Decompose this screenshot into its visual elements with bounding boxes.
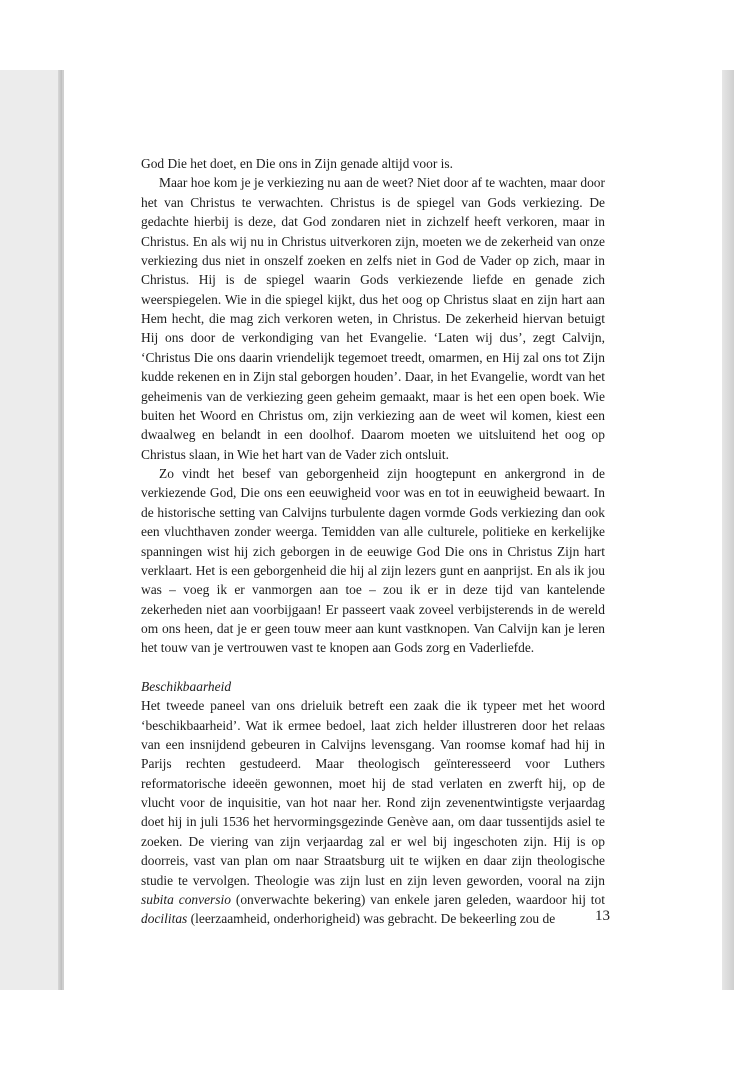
book-spine-shadow xyxy=(58,70,62,990)
paragraph-4-part-1: Het tweede paneel van ons drieluik betreft een zaak die ik typeer met het woord ‘beschikbaarheid’. Wat ik ermee bedoel, laat zich helder illustreren door het relaas van een insnijdend gebeuren in Calvijns levensgang. Van roomse komaf had hij in Parijs rechten gestudeerd. Maar theologisch geïnteresseerd voor Luthers reformatorische ideeën gewonnen, moet hij de stad verlaten en zwerft hij, op de vlucht voor de inquisitie, van hot naar her. Rond zijn zevenentwintigste verjaardag doet hij in juli 1536 het hervormingsgezinde Genève aan, om daar tussentijds asiel te zoeken. De viering van zijn verjaardag zal er wel bij ingeschoten zijn. Hij is op doorreis, vast van plan om naar Straatsburg uit te wijken en daar zijn theologische studie te vervolgen. Theologie was zijn lust en zijn leven geworden, vooral na zijn xyxy=(141,698,605,888)
book-gutter xyxy=(0,70,64,990)
paragraph-1: God Die het doet, en Die ons in Zijn genade altijd voor is. xyxy=(141,156,453,171)
body-text xyxy=(141,154,605,929)
paragraph-4 xyxy=(141,696,605,929)
italic-term-subita-conversio: subita conversio xyxy=(141,891,231,907)
section-heading: Beschikbaarheid xyxy=(141,678,232,694)
page-number: 13 xyxy=(595,908,610,924)
paragraph-2: Maar hoe kom je je verkiezing nu aan de weet? Niet door af te wachten, maar door het van Christus te verwachten. Christus is de spiegel van Gods verkiezing. De gedachte hierbij is deze, dat God zondaren niet in zichzelf heeft verkoren, maar in Christus. En als wij nu in Christus uitverkoren zijn, moeten we de zekerheid van onze verkiezing dus niet in onszelf zoeken en zelfs niet in God de Vader op zich, maar in Christus. Hij is de spiegel waarin Gods verkiezende liefde en genade zich weerspiegelen. Wie in die spiegel kijkt, dus het oog op Christus slaat en zijn hart aan Hem hecht, die mag zich verkoren weten, in Christus. De zekerheid hiervan betuigt Hij ons door de verkondiging van het Evangelie. ‘Laten wij dus’, zegt Calvijn, ‘Christus Die ons daarin vriendelijk tegemoet treedt, omarmen, en Hij zal ons tot Zijn kudde rekenen en in Zijn stal geborgen houden’. Daar, in het Evangelie, wordt van het geheimenis van de verkiezing geen geheim gemaakt, maar is het een open boek. Wie buiten het Woord en Christus om, zijn verkiezing aan de weet wil komen, kiest een dwaalweg en belandt in een doolhof. Daarom moeten we uitsluitend het oog op Christus slaan, in Wie het hart van de Vader zich ontsluit. xyxy=(141,175,605,462)
italic-term-docilitas: docilitas xyxy=(141,911,188,927)
paragraph-4-part-3: (leerzaamheid, onderhorigheid) was gebracht. De bekeerling zou de xyxy=(187,911,556,927)
paragraph-4-part-2: (onverwachte bekering) van enkele jaren geleden, waardoor hij tot xyxy=(230,891,605,907)
page-edge xyxy=(722,70,734,990)
paragraph-3: Zo vindt het besef van geborgenheid zijn hoogtepunt en ankergrond in de verkiezende God, Die ons een eeuwigheid voor was en tot in eeuwigheid bewaart. In de historische setting van Calvijns turbulente dagen vormde Gods verkiezing dan ook een vluchthaven zonder weerga. Temidden van alle culturele, politieke en kerkelijke spanningen wist hij zich geborgen in de eeuwige God Die ons in Christus Zijn hart verklaart. Het is een geborgenheid die hij al zijn lezers gunt en aanprijst. En als ik jou was – voeg ik er vanmorgen aan toe – zou ik er in deze tijd van kantelende zekerheden niet aan voorbijgaan! Er passeert vaak zoveel verbijsterends in de wereld om ons heen, dat je er geen touw meer aan kunt vastknopen. Van Calvijn kan je leren het touw van je vertrouwen vast te knopen aan Gods zorg en Vaderliefde. xyxy=(141,466,605,656)
